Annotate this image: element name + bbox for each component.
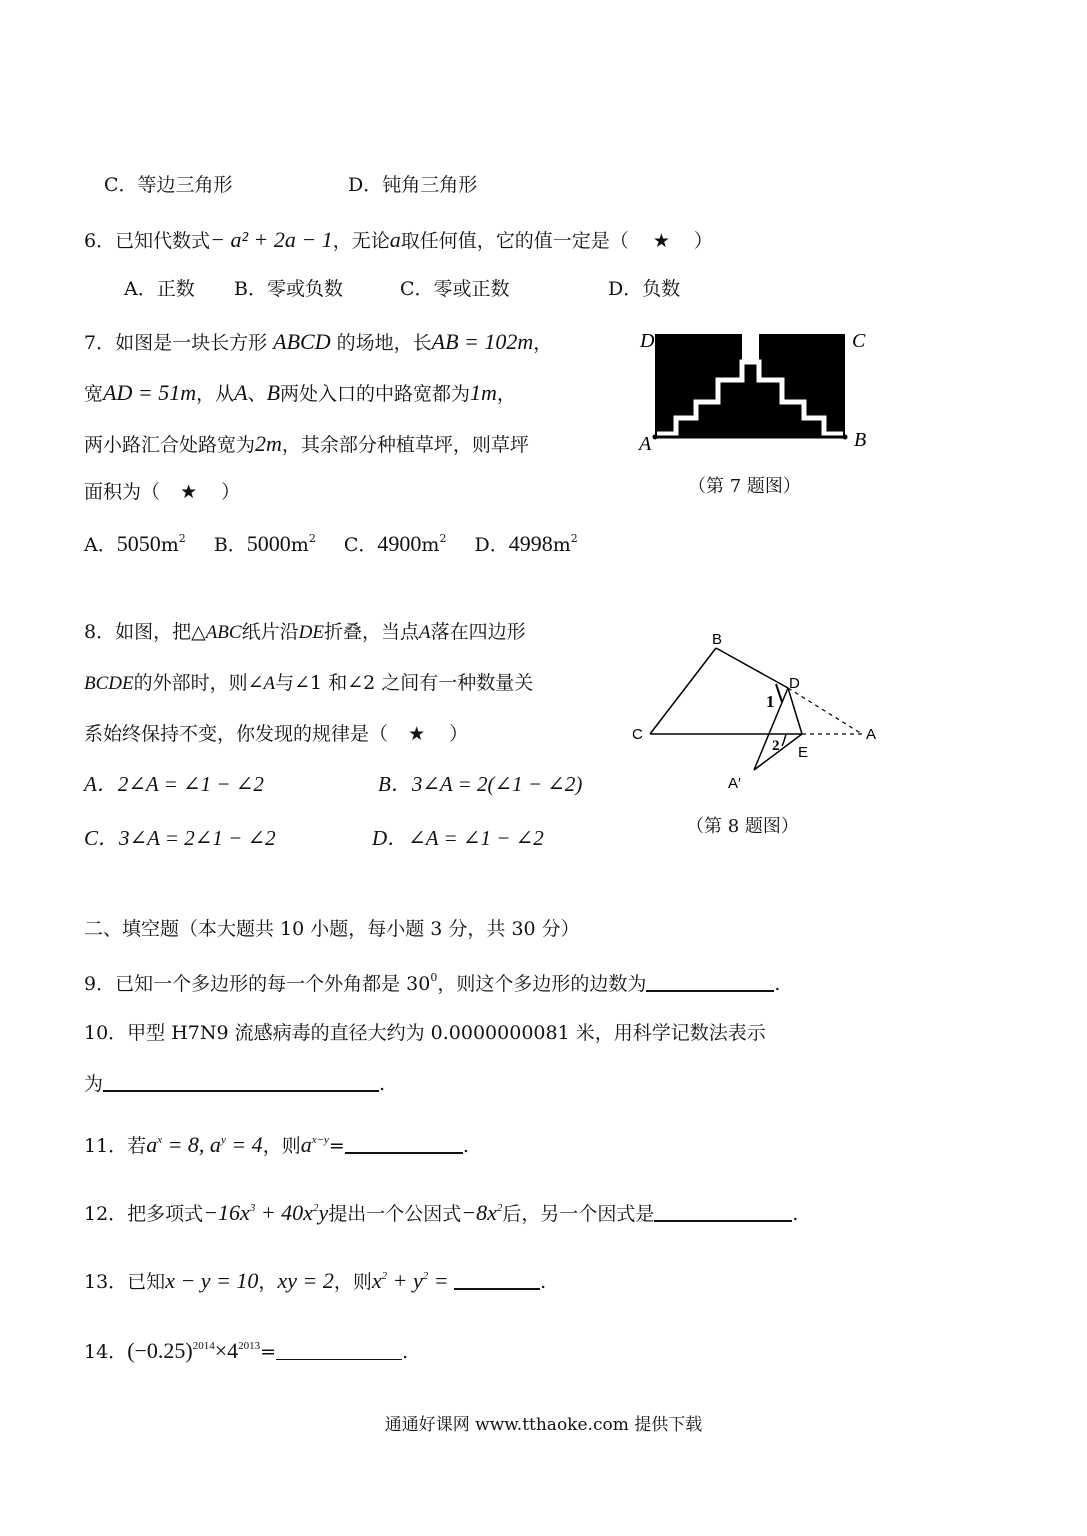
q8-text: 8．如图，把△	[84, 621, 206, 643]
q8-line2	[84, 674, 533, 693]
q11: 11．若$a^x = 8$, $a^y = 4$，则$a^{x-y}=$ .	[84, 1132, 469, 1157]
q7-line1	[84, 331, 552, 353]
q7-road-width: 1m	[470, 380, 497, 405]
q5-option-d: D．钝角三角形	[348, 174, 478, 196]
q7-length-ab: AB = 102m	[431, 329, 534, 354]
q8-label-1: 1	[766, 692, 775, 711]
q8-text: 纸片沿	[241, 621, 299, 643]
q9	[84, 972, 780, 994]
q7-line4	[84, 483, 240, 502]
q9-text: ，则这个多边形的边数为	[437, 973, 647, 995]
q8-label-e: E	[798, 744, 809, 761]
q11-text: ，则	[262, 1135, 301, 1157]
q7-close: ）	[221, 481, 241, 503]
q9-end: .	[774, 973, 781, 995]
q9-answer-blank[interactable]	[646, 989, 774, 992]
q6-middle: ，无论	[332, 230, 390, 252]
q7-label-c: C	[852, 330, 866, 352]
q8-text: 落在四边形	[430, 621, 526, 643]
q6-option-b: B．零或负数	[234, 278, 343, 300]
q14: 14．$(-0.25)^{2014}\times 4^{2013}=$ .	[84, 1338, 409, 1363]
q10-answer-blank[interactable]	[103, 1089, 379, 1092]
q7-label-d: D	[640, 330, 655, 352]
q10-line1: 10．甲型 H7N9 流感病毒的直径大约为 0.0000000081 米，用科学记数法表示	[84, 1022, 766, 1044]
q7-option-d: D．$4998m^2$	[474, 531, 578, 556]
q8-fold-de	[788, 688, 802, 734]
q12: 12．把多项式$-16x^3 + 40x^2y$提出一个公因式$-8x^2$后，另一个因式是 .	[84, 1200, 799, 1225]
q14-text: 14．	[84, 1341, 128, 1363]
q12-text: 后，另一个因式是	[502, 1203, 655, 1225]
q8-option-b: B．3∠A = 2(∠1 − ∠2)	[378, 772, 583, 796]
q8-dashed-da	[788, 688, 862, 734]
q7-merge-width: 2m	[255, 431, 282, 456]
q6-option-a: A．正数	[124, 278, 195, 300]
q8-side-cb	[650, 648, 716, 734]
q7-text: ，其余部分种植草坪，则草坪	[281, 434, 529, 456]
q7-option-b: B．$5000m^2$	[213, 531, 316, 556]
q7-point-b: B	[266, 380, 281, 405]
q8-label-c: C	[632, 726, 643, 743]
q10-text: 为	[84, 1073, 104, 1095]
q8-option-a: A．2∠A = ∠1 − ∠2	[84, 772, 264, 796]
q5-option-c: C．等边三角形	[104, 174, 233, 196]
q8-figure	[626, 632, 886, 792]
q7-text: 、	[247, 383, 267, 405]
q10-line2	[84, 1075, 385, 1094]
q7-text: ，	[533, 332, 553, 354]
q11-end: .	[462, 1135, 469, 1157]
q7-caption: （第 7 题图）	[688, 476, 801, 497]
q8-fold-line: DE	[298, 622, 324, 643]
q6-prefix: 6．已知代数式	[84, 230, 211, 252]
q8-text: 的外部时，则∠	[133, 672, 264, 694]
q6-stem	[84, 229, 713, 251]
q13: 13．已知x − y = 10，xy = 2，则$x^2 + y^2$ = .	[84, 1268, 547, 1293]
q8-angle-a: A	[263, 673, 276, 694]
q6-star: ★	[652, 230, 670, 252]
q6-option-c: C．零或正数	[400, 278, 510, 300]
q7-text: 两处入口的中路宽都为	[280, 383, 471, 405]
q8-option-d: D．∠A = ∠1 − ∠2	[372, 826, 544, 850]
q14-answer-blank[interactable]	[276, 1358, 402, 1360]
q14-end: .	[402, 1341, 409, 1363]
q8-close: ）	[449, 723, 469, 745]
page-footer: 通通好课网 www.tthaoke.com 提供下载	[384, 1415, 703, 1435]
q7-label-a: A	[639, 433, 652, 455]
q8-angle1-arc	[776, 684, 782, 702]
q7-point-a: A	[234, 380, 248, 405]
q7-line3	[84, 433, 529, 455]
q8-star: ★	[408, 723, 426, 745]
q7-option-a: A．$5050m^2$	[84, 531, 186, 556]
q7-text: 宽	[84, 383, 104, 405]
q12-text: 12．把多项式	[84, 1203, 204, 1225]
q8-label-2: 2	[772, 738, 780, 754]
q8-text: 系始终保持不变，你发现的规律是（	[84, 723, 389, 745]
q12-text: 提出一个公因式	[328, 1203, 462, 1225]
q7-rect-name: ABCD	[273, 329, 331, 354]
section2-heading: 二、填空题（本大题共 10 小题，每小题 3 分，共 30 分）	[84, 918, 580, 940]
q8-caption: （第 8 题图）	[686, 816, 799, 837]
q6-suffix: 取任何值，它的值一定是（	[400, 230, 629, 252]
q8-line1	[84, 623, 526, 642]
q9-degree: 0	[430, 971, 438, 984]
q8-triangle: ABC	[205, 622, 242, 643]
q9-text: 9．已知一个多边形的每一个外角都是 30	[84, 973, 431, 995]
q6-var: a	[389, 227, 401, 252]
q10-end: .	[379, 1073, 386, 1095]
q11-text: 11．若	[84, 1135, 147, 1157]
q12-answer-blank[interactable]	[654, 1219, 792, 1222]
q8-point-a: A	[418, 622, 431, 643]
q7-text: ，从	[196, 383, 235, 405]
q13-answer-blank[interactable]	[454, 1287, 540, 1290]
q7-figure	[636, 326, 876, 456]
q7-star: ★	[180, 481, 198, 503]
q7-text: 的场地，长	[336, 332, 432, 354]
q8-text: 与∠1 和∠2 之间有一种数量关	[275, 672, 534, 694]
q8-line3	[84, 725, 468, 744]
q8-text: 折叠，当点	[323, 621, 419, 643]
q12-end: .	[792, 1203, 799, 1225]
q8-label-b: B	[712, 632, 723, 648]
q8-label-a: A	[866, 726, 877, 743]
q6-expression: − a² + 2a − 1	[210, 227, 333, 252]
q8-angle2-arc	[782, 734, 786, 746]
q7-options	[84, 533, 578, 555]
q8-option-c: C．3∠A = 2∠1 − ∠2	[84, 826, 276, 850]
q7-text: ，	[496, 383, 516, 405]
q13-end: .	[540, 1271, 547, 1293]
q7-option-c: C．$4900m^2$	[343, 531, 447, 556]
q7-text: 面积为（	[84, 481, 161, 503]
q7-text: 7．如图是一块长方形	[84, 332, 268, 354]
q8-label-a-prime: A′	[728, 775, 741, 792]
q7-width-ad: AD = 51m	[103, 380, 197, 405]
q13-text: 13．已知	[84, 1271, 166, 1293]
q8-quad: BCDE	[84, 673, 134, 694]
q8-side-bd	[716, 648, 788, 688]
q7-line2	[84, 382, 516, 404]
q6-close: ）	[693, 230, 713, 252]
q7-text: 两小路汇合处路宽为	[84, 434, 256, 456]
q6-option-d: D．负数	[608, 278, 681, 300]
q8-label-d: D	[789, 675, 800, 692]
q11-answer-blank[interactable]	[345, 1151, 463, 1154]
q7-label-b: B	[854, 429, 867, 451]
